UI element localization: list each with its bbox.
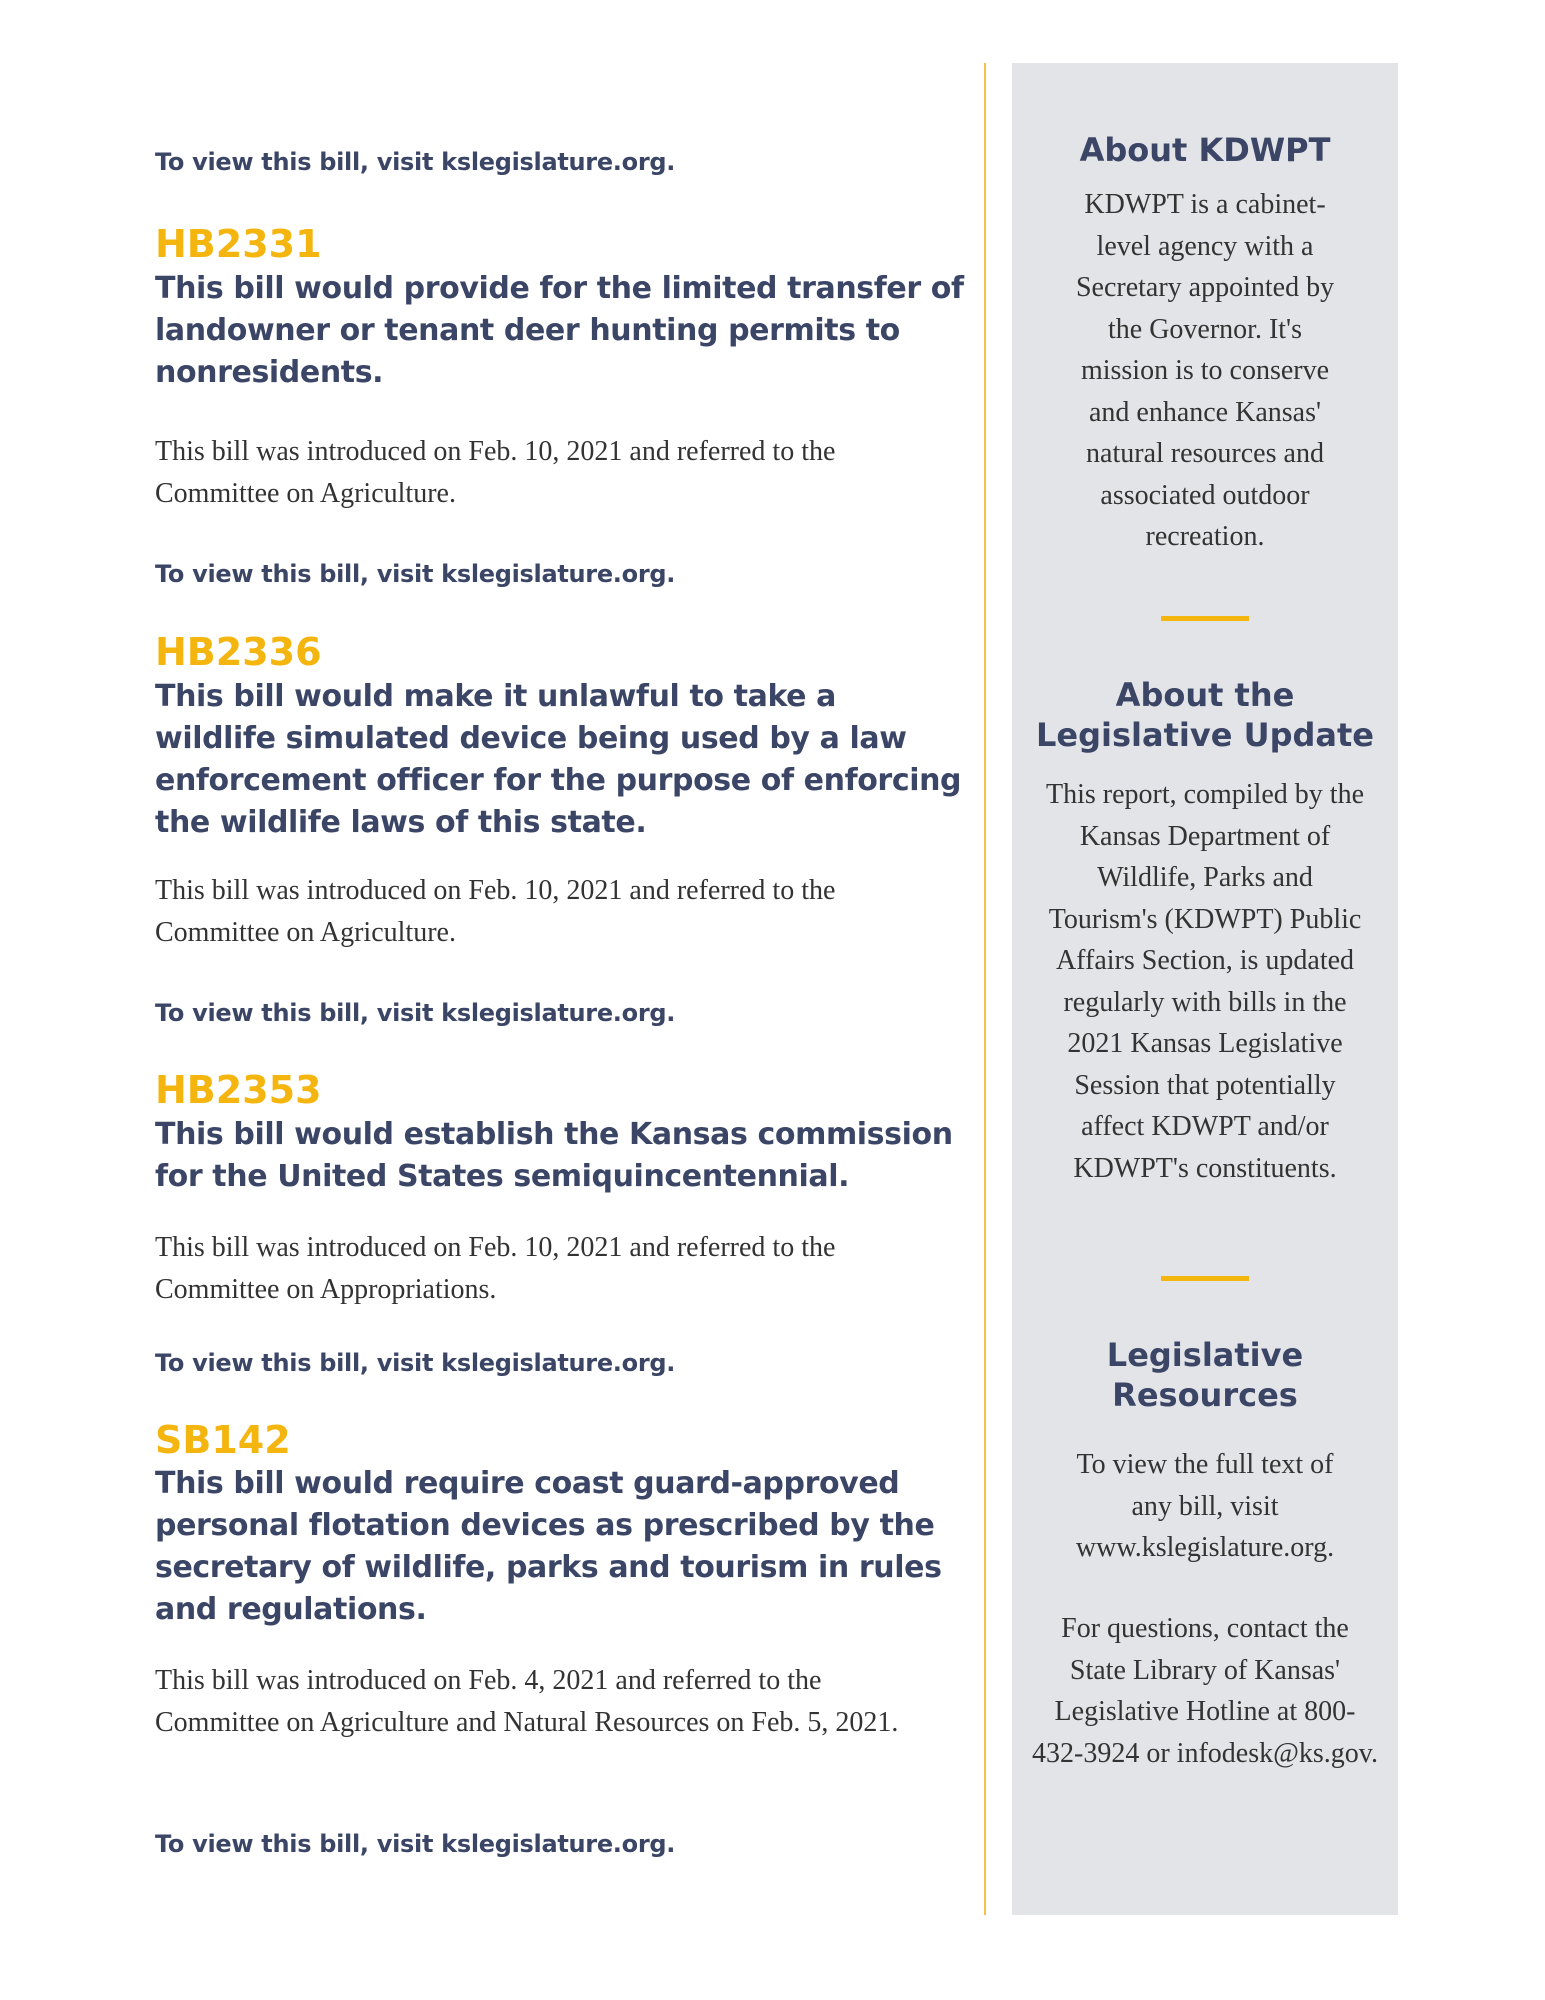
visit-link[interactable]: To view this bill, visit kslegislature.org. (155, 999, 676, 1027)
about-update-heading: About the Legislative Update (1036, 676, 1374, 754)
about-kdwpt-text: KDWPT is a cabinet-level agency with a Secretary appointed by the Governor. It's mission is to conserve and enhance Kansas' natural resources and associated outdoor recreation. (1075, 189, 1335, 552)
bill-description: This bill was introduced on Feb. 4, 2021 and referred to the Committee on Agriculture and Natural Resources on Feb. 5, 2021. (155, 1665, 899, 1738)
bill-title: This bill would make it unlawful to take a wildlife simulated device being used by a law enforcement officer for the purpose of enforcing the wildlife laws of this state. (155, 679, 962, 840)
visit-link[interactable]: To view this bill, visit kslegislature.org. (155, 148, 676, 176)
bill-id: HB2331 (155, 222, 322, 266)
bill-description: This bill was introduced on Feb. 10, 2021 and referred to the Committee on Agriculture. (155, 875, 836, 948)
bill-id: SB142 (155, 1418, 291, 1462)
column-divider (984, 63, 986, 1915)
bill-id: HB2336 (155, 630, 322, 674)
sidebar (1012, 63, 1398, 1915)
visit-link[interactable]: To view this bill, visit kslegislature.org. (155, 1349, 676, 1377)
bill-description: This bill was introduced on Feb. 10, 2021 and referred to the Committee on Appropriations. (155, 1232, 836, 1305)
visit-link[interactable]: To view this bill, visit kslegislature.org. (155, 1830, 676, 1858)
section-divider (1161, 616, 1249, 621)
resources-text-view: To view the full text of any bill, visit www.kslegislature.org. (1075, 1449, 1335, 1563)
bill-id: HB2353 (155, 1068, 322, 1112)
section-divider (1161, 1276, 1249, 1281)
about-update-text: This report, compiled by the Kansas Department of Wildlife, Parks and Tourism's (KDWPT) Public Affairs Section, is updated regularly with bills in the 2021 Kansas Legislative Session that potentially affect KDWPT and/or KDWPT's constituents. (1045, 779, 1365, 1184)
bill-description: This bill was introduced on Feb. 10, 2021 and referred to the Committee on Agriculture. (155, 436, 836, 509)
resources-text-contact: For questions, contact the State Library of Kansas' Legislative Hotline at 800-432-3924 or infodesk@ks.gov. (1032, 1613, 1378, 1769)
about-kdwpt-heading: About KDWPT (1079, 131, 1331, 169)
bill-title: This bill would require coast guard-approved personal flotation devices as prescribed by the secretary of wildlife, parks and tourism in rules and regulations. (155, 1466, 942, 1627)
resources-heading: Legislative Resources (1106, 1336, 1304, 1414)
visit-link[interactable]: To view this bill, visit kslegislature.org. (155, 560, 676, 588)
bill-title: This bill would establish the Kansas commission for the United States semiquincentennial. (155, 1117, 953, 1194)
bill-title: This bill would provide for the limited transfer of landowner or tenant deer hunting permits to nonresidents. (155, 271, 964, 390)
